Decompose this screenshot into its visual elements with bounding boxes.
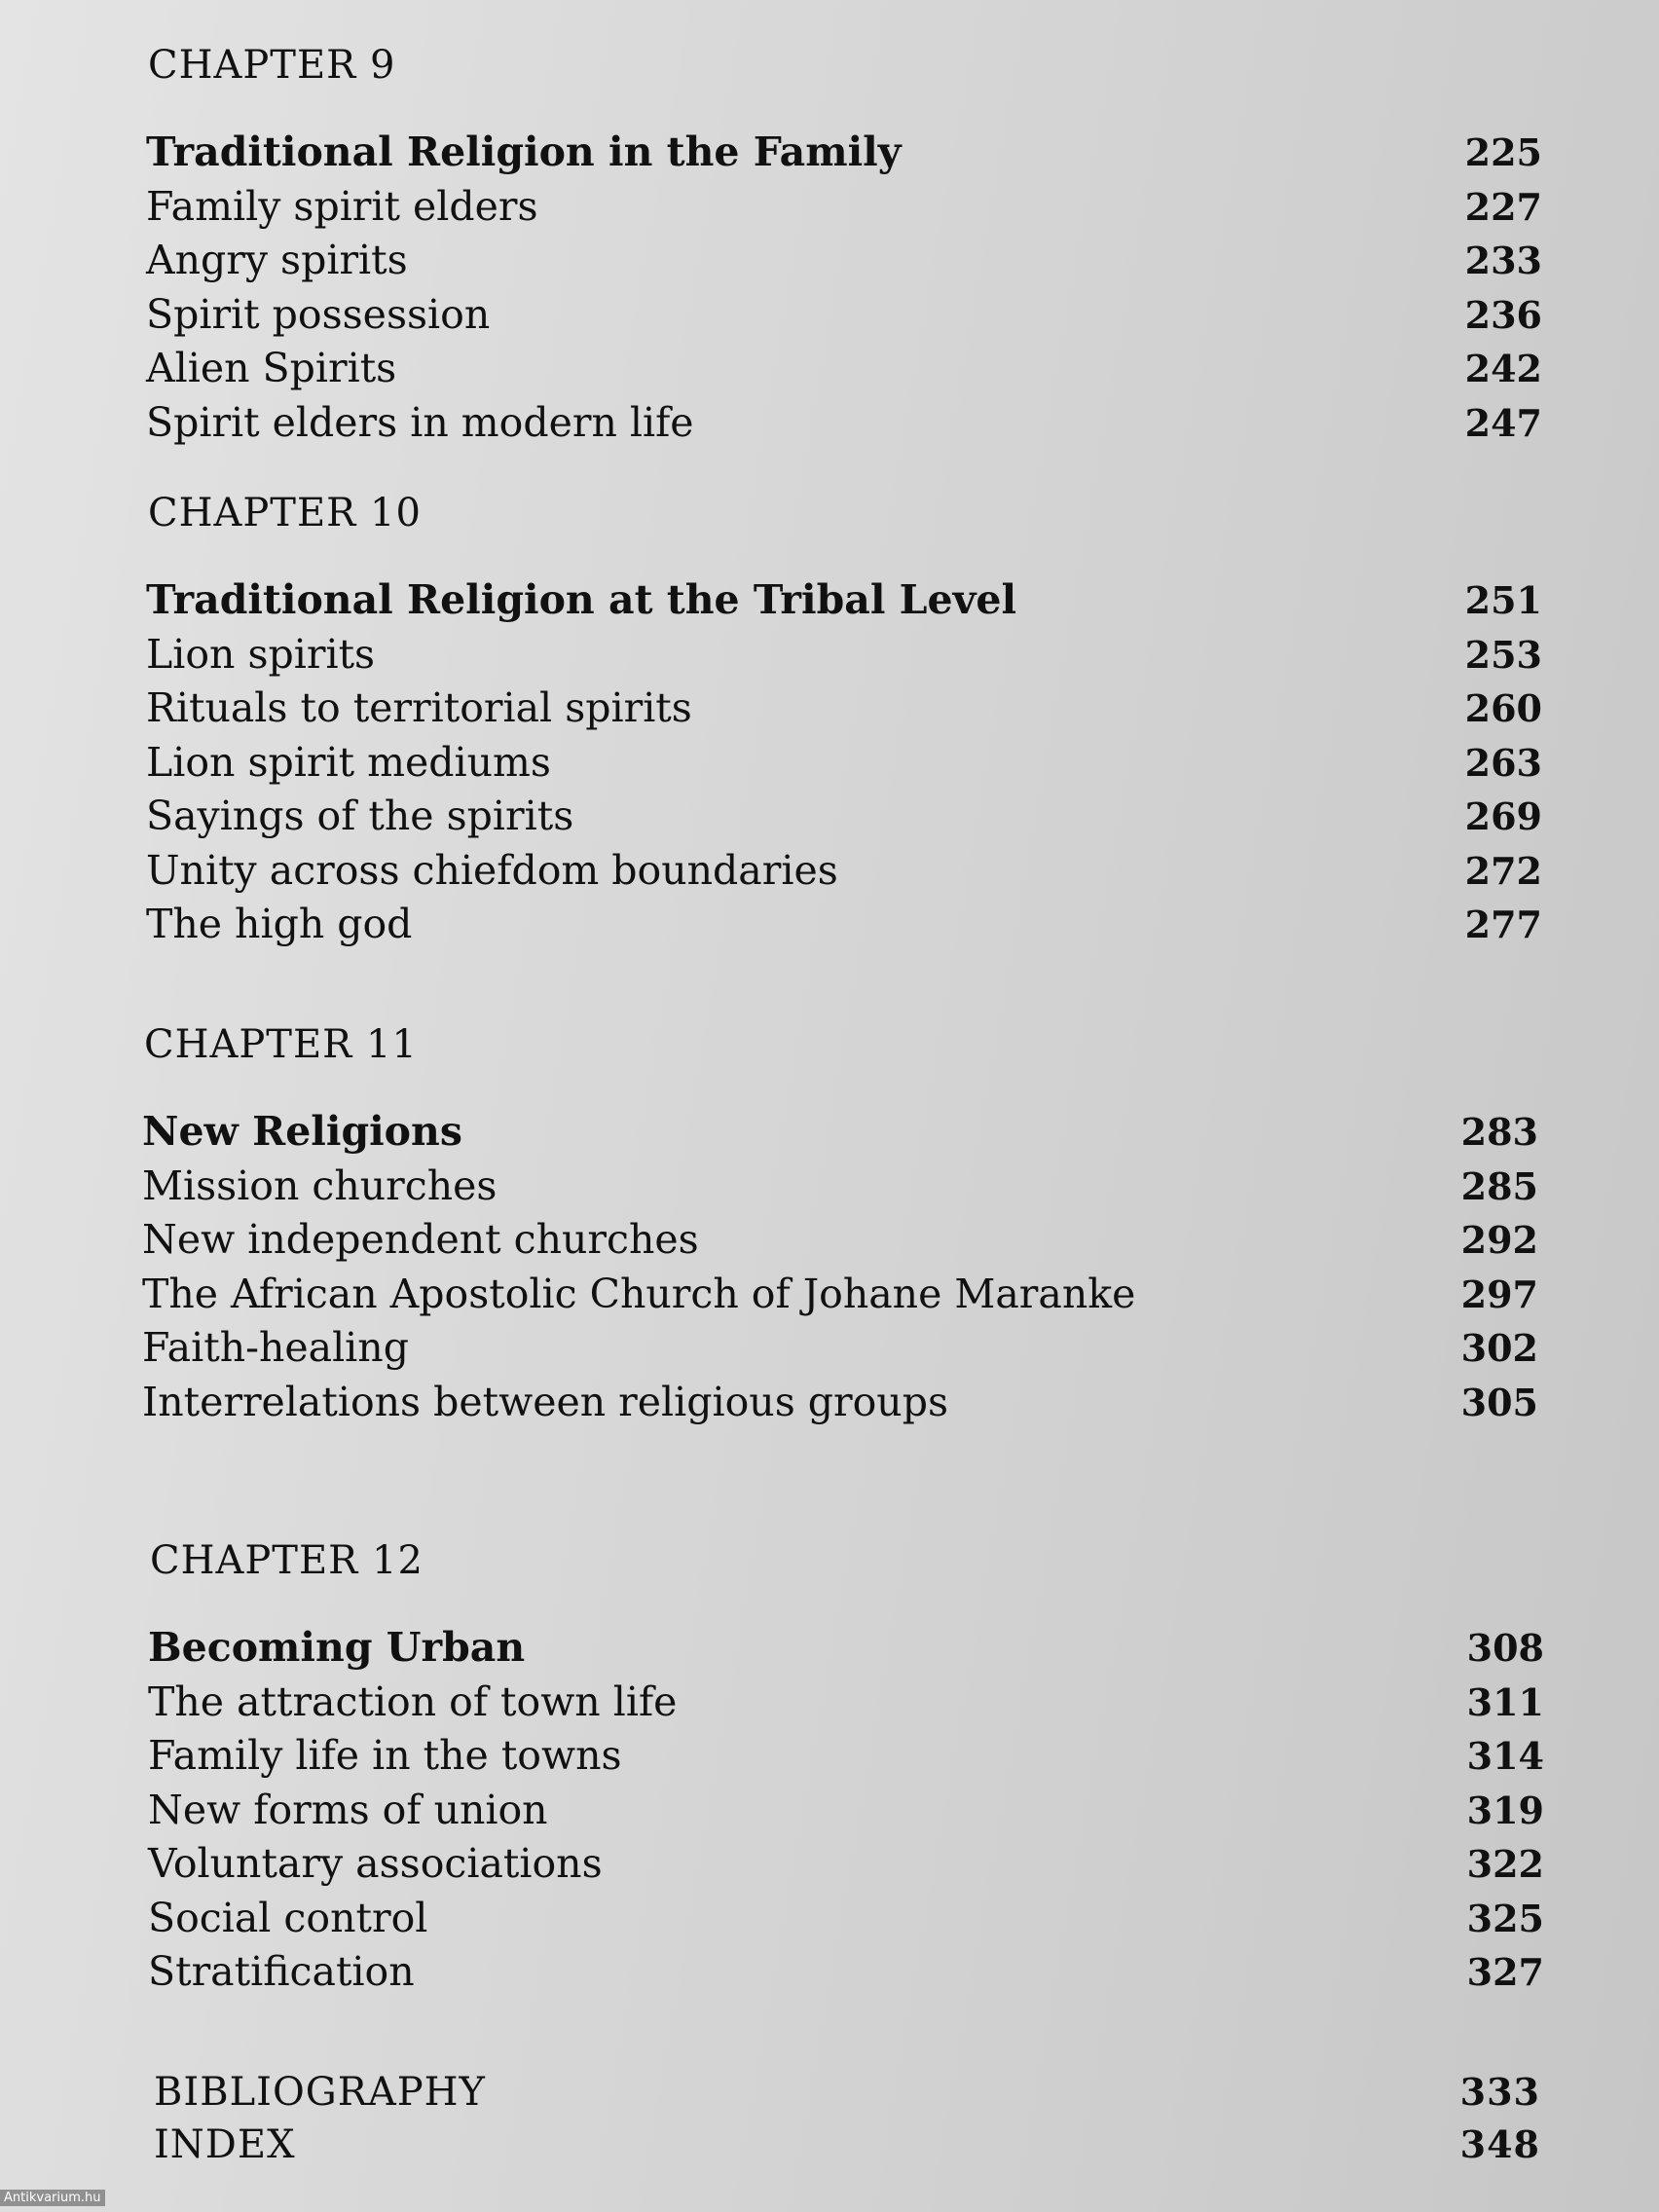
entry-title: The attraction of town life	[148, 1677, 678, 1725]
entry-title: Spirit possession	[146, 290, 491, 338]
entry-title: Family life in the towns	[148, 1732, 622, 1779]
entry-title: Traditional Religion in the Family	[146, 129, 902, 175]
toc-entry[interactable]	[146, 237, 1548, 291]
entry-page: 292	[1460, 1218, 1538, 1262]
chapter-heading: CHAPTER 11	[144, 1022, 418, 1067]
toc-entry[interactable]	[146, 576, 1548, 631]
entry-page: 333	[1459, 2070, 1540, 2114]
entry-title: Stratification	[148, 1948, 415, 1995]
entry-page: 302	[1460, 1326, 1538, 1370]
entry-page: 322	[1466, 1842, 1544, 1886]
chapter-heading: CHAPTER 9	[148, 43, 396, 88]
watermark: Antikvarium.hu	[0, 2190, 105, 2206]
toc-entry[interactable]	[146, 684, 1548, 739]
toc-entry[interactable]	[146, 291, 1548, 346]
toc-entry[interactable]	[146, 901, 1548, 955]
entry-page: 319	[1466, 1788, 1544, 1832]
entry-page: 247	[1464, 400, 1542, 445]
entry-title: New forms of union	[148, 1786, 548, 1833]
toc-entry[interactable]	[148, 1732, 1550, 1787]
chapter-11	[142, 1022, 1544, 1432]
toc-entry[interactable]	[142, 1108, 1544, 1162]
entry-title: Faith-healing	[142, 1324, 409, 1371]
entry-title: Becoming Urban	[148, 1624, 526, 1671]
toc-entry[interactable]	[146, 129, 1548, 183]
toc-entry[interactable]	[142, 1271, 1544, 1325]
entry-page: 283	[1460, 1110, 1538, 1154]
toc-entry-index[interactable]	[154, 2122, 1546, 2175]
entry-page: 263	[1464, 740, 1542, 785]
chapter-heading: CHAPTER 12	[150, 1538, 424, 1583]
toc-entry[interactable]	[148, 1895, 1550, 1949]
toc-entry[interactable]	[148, 1948, 1550, 2003]
toc-entry[interactable]	[142, 1162, 1544, 1217]
entry-page: 251	[1464, 578, 1542, 622]
toc-entry[interactable]	[146, 183, 1548, 238]
entry-title: BIBLIOGRAPHY	[154, 2070, 486, 2115]
toc-entry[interactable]	[146, 631, 1548, 685]
chapter-heading: CHAPTER 10	[148, 491, 422, 535]
entry-title: Sayings of the spirits	[146, 793, 574, 839]
toc-entry[interactable]	[148, 1624, 1550, 1678]
toc-entry-bibliography[interactable]	[154, 2070, 1546, 2122]
entry-title: Angry spirits	[146, 237, 408, 283]
entry-title: Rituals to territorial spirits	[146, 684, 692, 731]
entry-title: Family spirit elders	[146, 182, 538, 230]
entry-page: 272	[1464, 848, 1542, 893]
entry-page: 225	[1464, 130, 1542, 174]
entry-page: 325	[1466, 1896, 1544, 1940]
entry-page: 269	[1464, 794, 1542, 838]
entry-page: 314	[1466, 1734, 1544, 1778]
toc-entry[interactable]	[146, 793, 1548, 847]
entry-title: Lion spirits	[146, 630, 376, 678]
entry-title: Spirit elders in modern life	[146, 398, 694, 446]
toc-entry[interactable]	[148, 1787, 1550, 1841]
toc-entry[interactable]	[148, 1840, 1550, 1895]
entry-title: New Religions	[142, 1108, 462, 1155]
entry-title: The African Apostolic Church of Johane Maranke	[142, 1270, 1136, 1317]
entry-title: Social control	[148, 1894, 428, 1941]
backmatter	[154, 2070, 1546, 2175]
entry-page: 311	[1466, 1679, 1544, 1724]
entry-page: 308	[1466, 1626, 1544, 1670]
toc-entry[interactable]	[142, 1216, 1544, 1271]
entry-page: 277	[1464, 903, 1542, 946]
entry-title: Traditional Religion at the Tribal Level	[146, 576, 1017, 623]
toc-entry[interactable]	[146, 739, 1548, 793]
chapter-9	[146, 43, 1548, 453]
entry-title: Mission churches	[142, 1161, 498, 1209]
chapter-10	[146, 491, 1548, 955]
entry-title: Voluntary associations	[148, 1840, 603, 1887]
entry-page: 242	[1464, 347, 1542, 390]
entry-page: 297	[1460, 1272, 1538, 1316]
toc-entry[interactable]	[142, 1324, 1544, 1379]
toc-entry[interactable]	[146, 847, 1548, 902]
toc-entry[interactable]	[148, 1678, 1550, 1733]
entry-page: 236	[1464, 292, 1542, 337]
entry-title: Interrelations between religious groups	[142, 1378, 948, 1425]
entry-title: New independent churches	[142, 1216, 699, 1263]
entry-page: 327	[1466, 1950, 1544, 1994]
entry-title: Alien Spirits	[146, 345, 397, 391]
entry-page: 227	[1464, 184, 1542, 229]
entry-page: 348	[1459, 2122, 1540, 2166]
entry-title: Unity across chiefdom boundaries	[146, 846, 838, 894]
toc-entry[interactable]	[146, 399, 1548, 454]
entry-title: INDEX	[154, 2122, 296, 2167]
chapter-12	[148, 1538, 1550, 2003]
entry-title: Lion spirit mediums	[146, 738, 551, 786]
entry-page: 233	[1464, 239, 1542, 282]
entry-page: 285	[1460, 1163, 1538, 1208]
entry-title: The high god	[146, 901, 413, 947]
entry-page: 260	[1464, 686, 1542, 730]
entry-page: 305	[1460, 1380, 1538, 1424]
toc-entry[interactable]	[142, 1379, 1544, 1433]
entry-page: 253	[1464, 632, 1542, 677]
toc-entry[interactable]	[146, 345, 1548, 399]
